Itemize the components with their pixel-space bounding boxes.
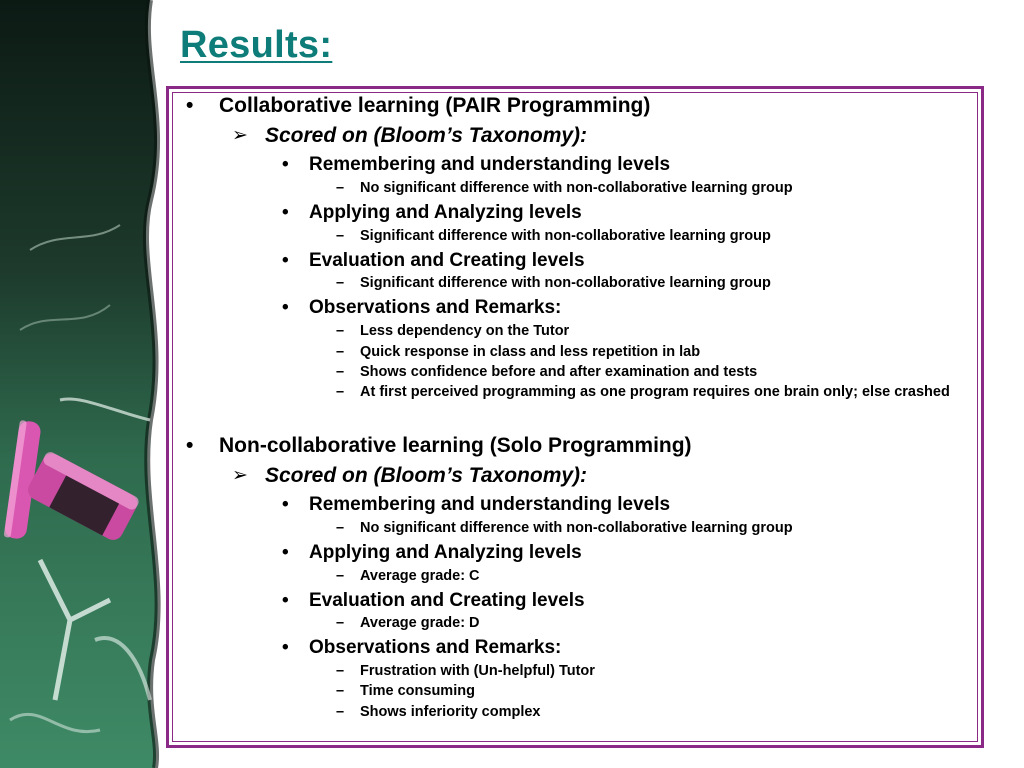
- dash-icon: –: [336, 384, 345, 400]
- results-content: • Collaborative learning (PAIR Programming) ➢ Scored on (Bloom’s Taxonomy): • Remembering and understanding levels – No significant difference with non-collaborative learning group • Applying and Analyzing levels – Significant difference with non-collaborative learning group • Evaluation and Creating levels – Significant difference with non-collaborative learning group • Observations and Remarks: – Less dependency on the Tutor – Quick response in class and less repetition in lab – Shows confidence before and after examination and tests – At first perceived programming as one program requires one brain only; else crashed • Non-collaborative learning (Solo Programming) ➢ Scored on (Bloom’s Taxonomy): • Remembering and understanding levels – No significant difference with non-collaborative learning group • Applying and Analyzing levels – Average grade: C • Evaluation and Creating levels – Average grade: D • Observations and Remarks: – Frustration with (Un-helpful) Tutor – Time consuming – Shows inferiority complex: [186, 94, 950, 720]
- dash-icon: –: [336, 615, 345, 631]
- bullet-icon: •: [282, 494, 289, 515]
- dash-icon: –: [336, 663, 345, 679]
- page-title: Results:: [180, 24, 333, 66]
- dash-icon: –: [336, 228, 345, 244]
- dash-icon: –: [336, 364, 345, 380]
- bullet-icon: •: [282, 297, 289, 318]
- dash-icon: –: [336, 275, 345, 291]
- bullet-icon: •: [282, 202, 289, 223]
- arrow-bullet-icon: ➢: [232, 465, 248, 486]
- dash-icon: –: [336, 180, 345, 196]
- bullet-icon: •: [282, 154, 289, 175]
- bullet-icon: •: [282, 637, 289, 658]
- bullet-icon: •: [282, 250, 289, 271]
- dash-icon: –: [336, 344, 345, 360]
- dash-icon: –: [336, 323, 345, 339]
- dash-icon: –: [336, 683, 345, 699]
- arrow-bullet-icon: ➢: [232, 125, 248, 146]
- bullet-icon: •: [186, 434, 194, 457]
- dash-icon: –: [336, 704, 345, 720]
- dash-icon: –: [336, 568, 345, 584]
- chalkboard-illustration: [0, 0, 175, 768]
- bullet-icon: •: [282, 590, 289, 611]
- bullet-icon: •: [186, 94, 194, 117]
- dash-icon: –: [336, 520, 345, 536]
- bullet-icon: •: [282, 542, 289, 563]
